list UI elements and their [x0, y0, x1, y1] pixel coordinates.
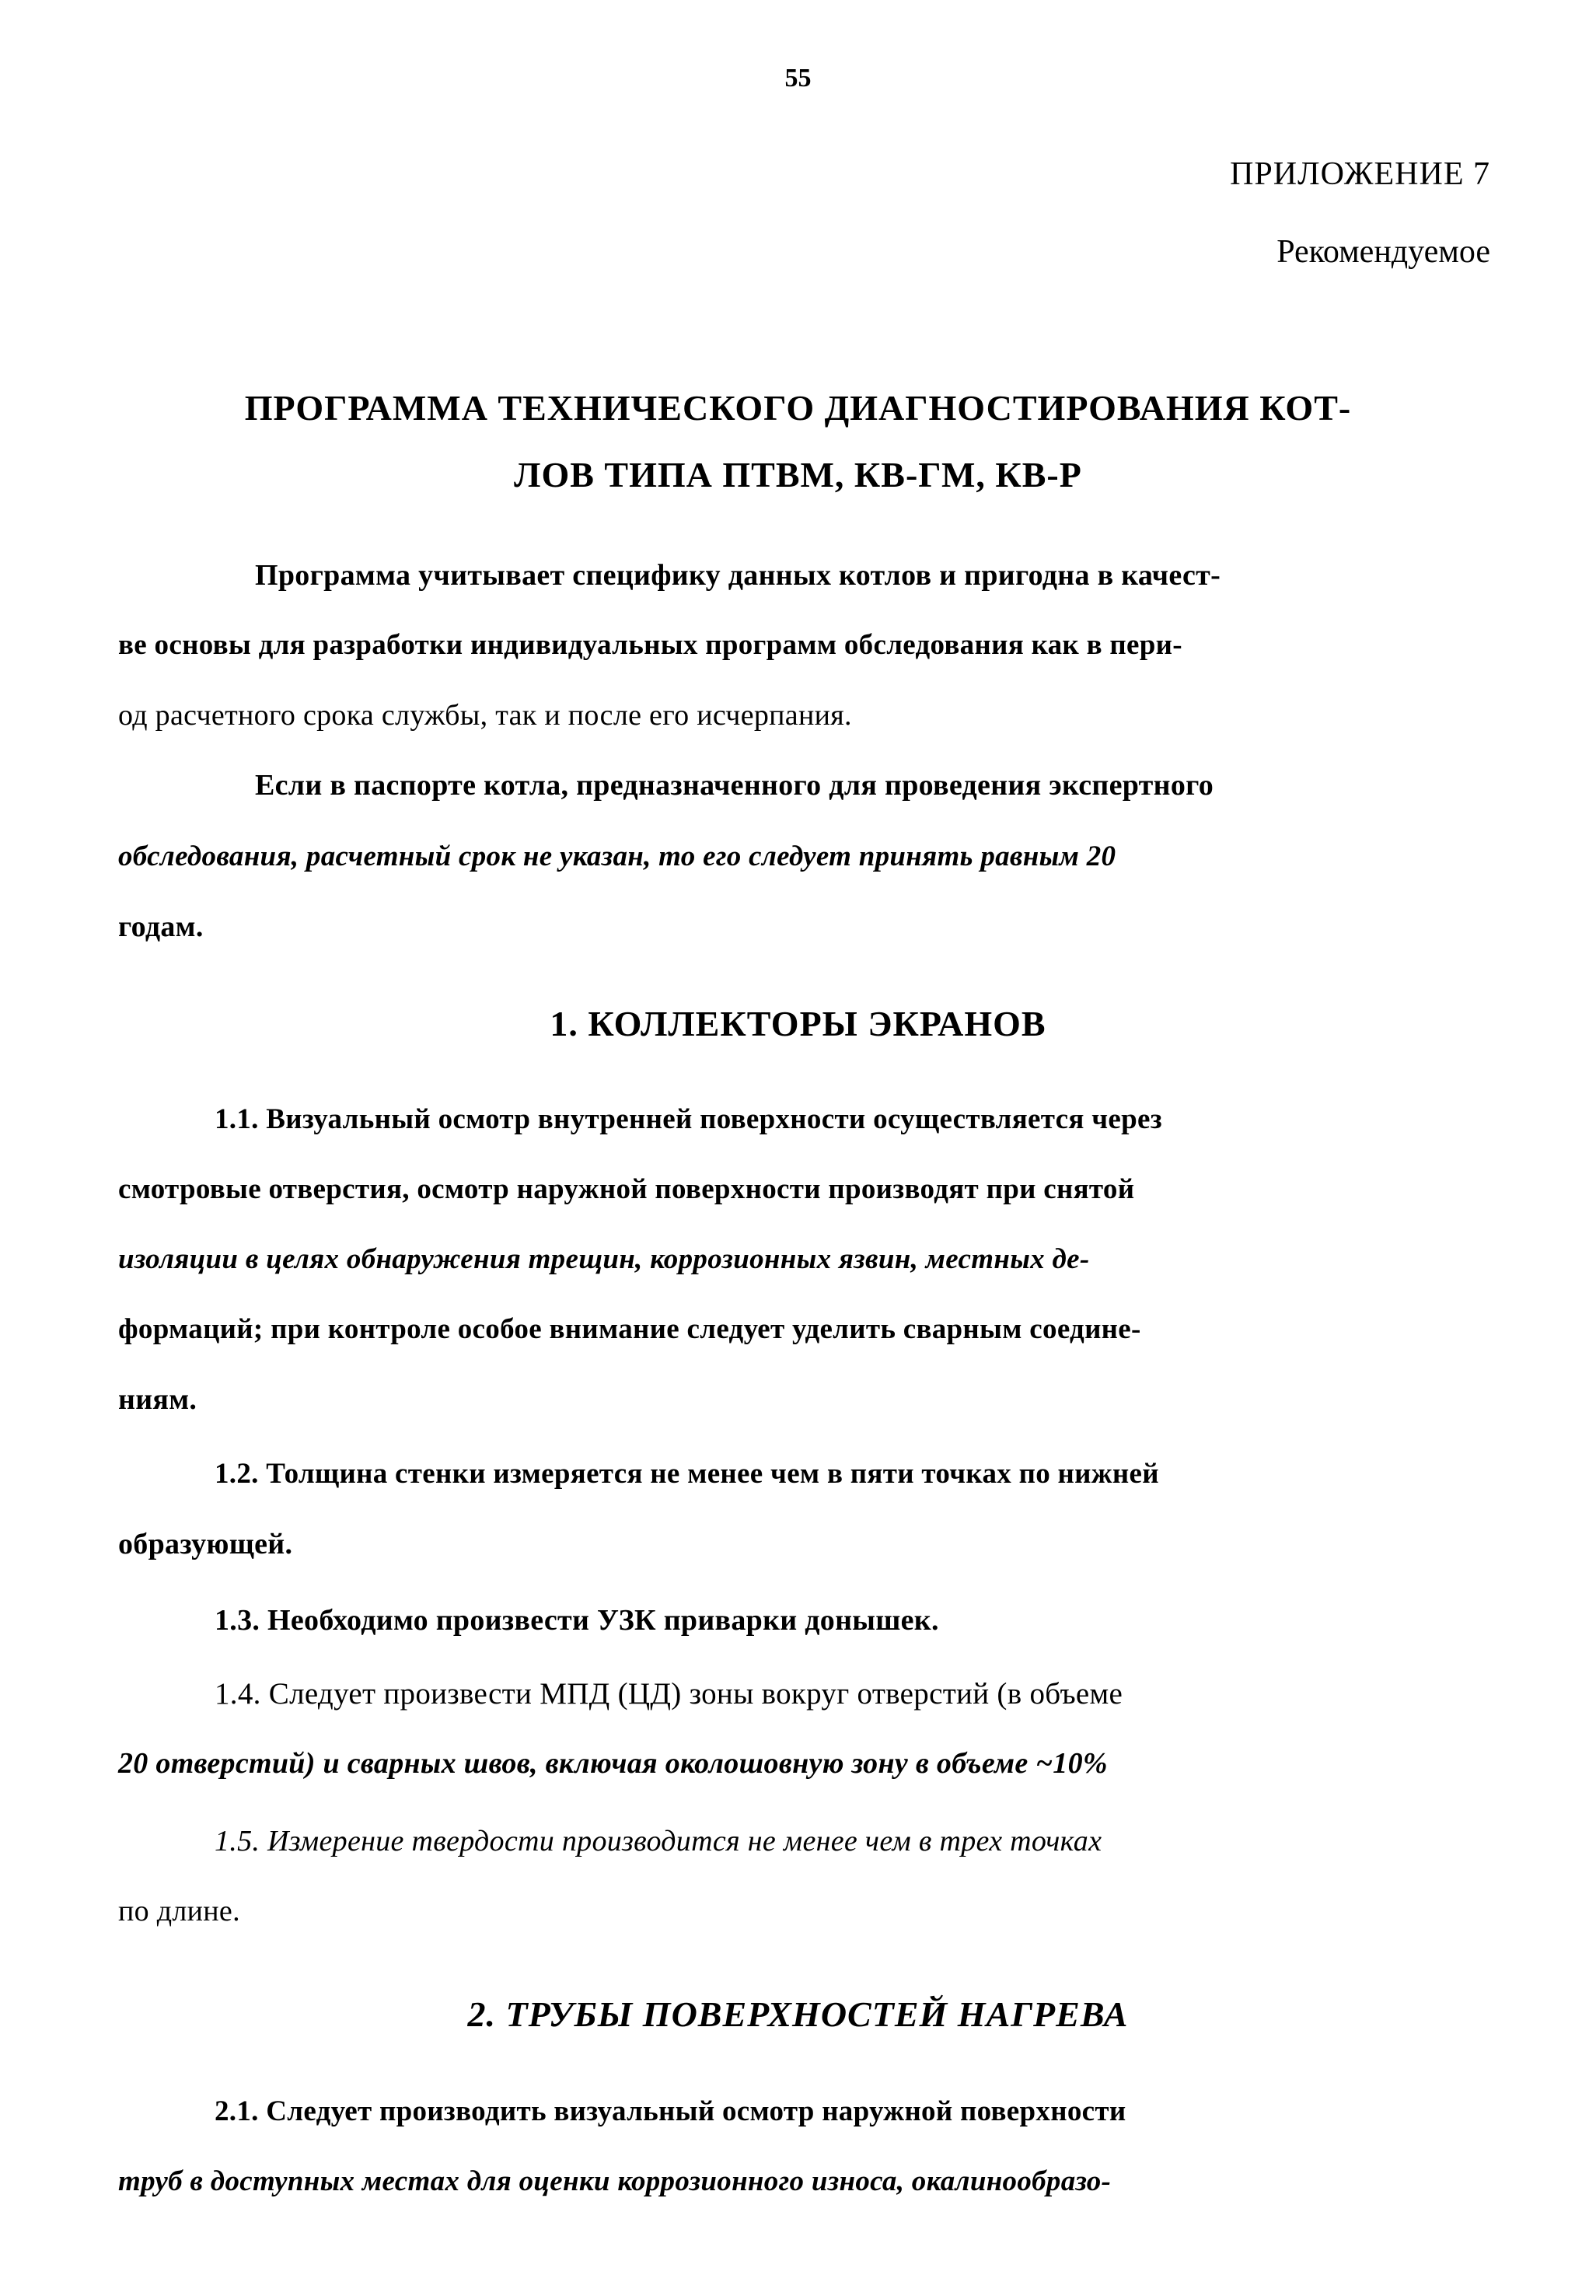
- item-1-1-line-3: изоляции в целях обнаружения трещин, коррозионных язвин, местных де-: [118, 1243, 1090, 1275]
- appendix-label: ПРИЛОЖЕНИЕ 7: [1230, 156, 1490, 192]
- item-2-1-line-1: 2.1. Следует производить визуальный осмотр наружной поверхности: [215, 2095, 1126, 2127]
- intro-paragraph-1-line-1: [255, 558, 1496, 592]
- item-1-4-line-2: 20 отверстий) и сварных швов, включая околошовную зону в объеме ~10%: [118, 1747, 1108, 1780]
- section-2-heading: 2. ТРУБЫ ПОВЕРХНОСТЕЙ НАГРЕВА: [467, 1994, 1129, 2034]
- intro-paragraph-2-line-3: годам.: [118, 910, 204, 943]
- item-1-3: 1.3. Необходимо произвести УЗК приварки донышек.: [215, 1604, 939, 1637]
- page-number: 55: [784, 64, 812, 93]
- item-1-1-line-4: формаций; при контроле особое внимание следует уделить сварным соедине-: [118, 1313, 1141, 1345]
- intro-paragraph-1-line-2: ве основы для разработки индивидуальных программ обследования как в пери-: [118, 629, 1182, 661]
- item-1-2-line-2: образующей.: [118, 1528, 293, 1560]
- intro-paragraph-1-line-3: од расчетного срока службы, так и после его исчерпания.: [118, 699, 852, 732]
- document-title-line-1: ПРОГРАММА ТЕХНИЧЕСКОГО ДИАГНОСТИРОВАНИЯ КОТ-: [244, 388, 1352, 428]
- item-1-2-line-1: 1.2. Толщина стенки измеряется не менее чем в пяти точках по нижней: [215, 1458, 1159, 1490]
- item-2-1-line-2: труб в доступных местах для оценки коррозионного износа, окалинообразо-: [118, 2165, 1112, 2197]
- section-1-heading: 1. КОЛЛЕКТОРЫ ЭКРАНОВ: [550, 1004, 1046, 1043]
- document-title-line-2: ЛОВ ТИПА ПТВМ, КВ-ГМ, КВ-Р: [514, 455, 1082, 494]
- appendix-status: Рекомендуемое: [1276, 234, 1490, 270]
- item-1-5-line-2: по длине.: [118, 1895, 240, 1927]
- item-1-1-line-2: смотровые отверстия, осмотр наружной поверхности производят при снятой: [118, 1173, 1135, 1205]
- text-run: Программа учитывает специфику данных котлов и пригодна в качест-: [255, 559, 1221, 592]
- item-1-4-line-1: 1.4. Следует произвести МПД (ЦД) зоны вокруг отверстий (в объеме: [215, 1677, 1123, 1711]
- intro-paragraph-2-line-1: Если в паспорте котла, предназначенного для проведения экспертного: [255, 769, 1214, 802]
- item-1-5-line-1: 1.5. Измерение твердости производится не менее чем в трех точках: [215, 1825, 1102, 1857]
- intro-paragraph-2-line-2: обследования, расчетный срок не указан, то его следует принять равным 20: [118, 840, 1116, 872]
- item-1-1-line-1: 1.1. Визуальный осмотр внутренней поверхности осуществляется через: [215, 1103, 1162, 1135]
- item-1-1-line-5: ниям.: [118, 1383, 197, 1416]
